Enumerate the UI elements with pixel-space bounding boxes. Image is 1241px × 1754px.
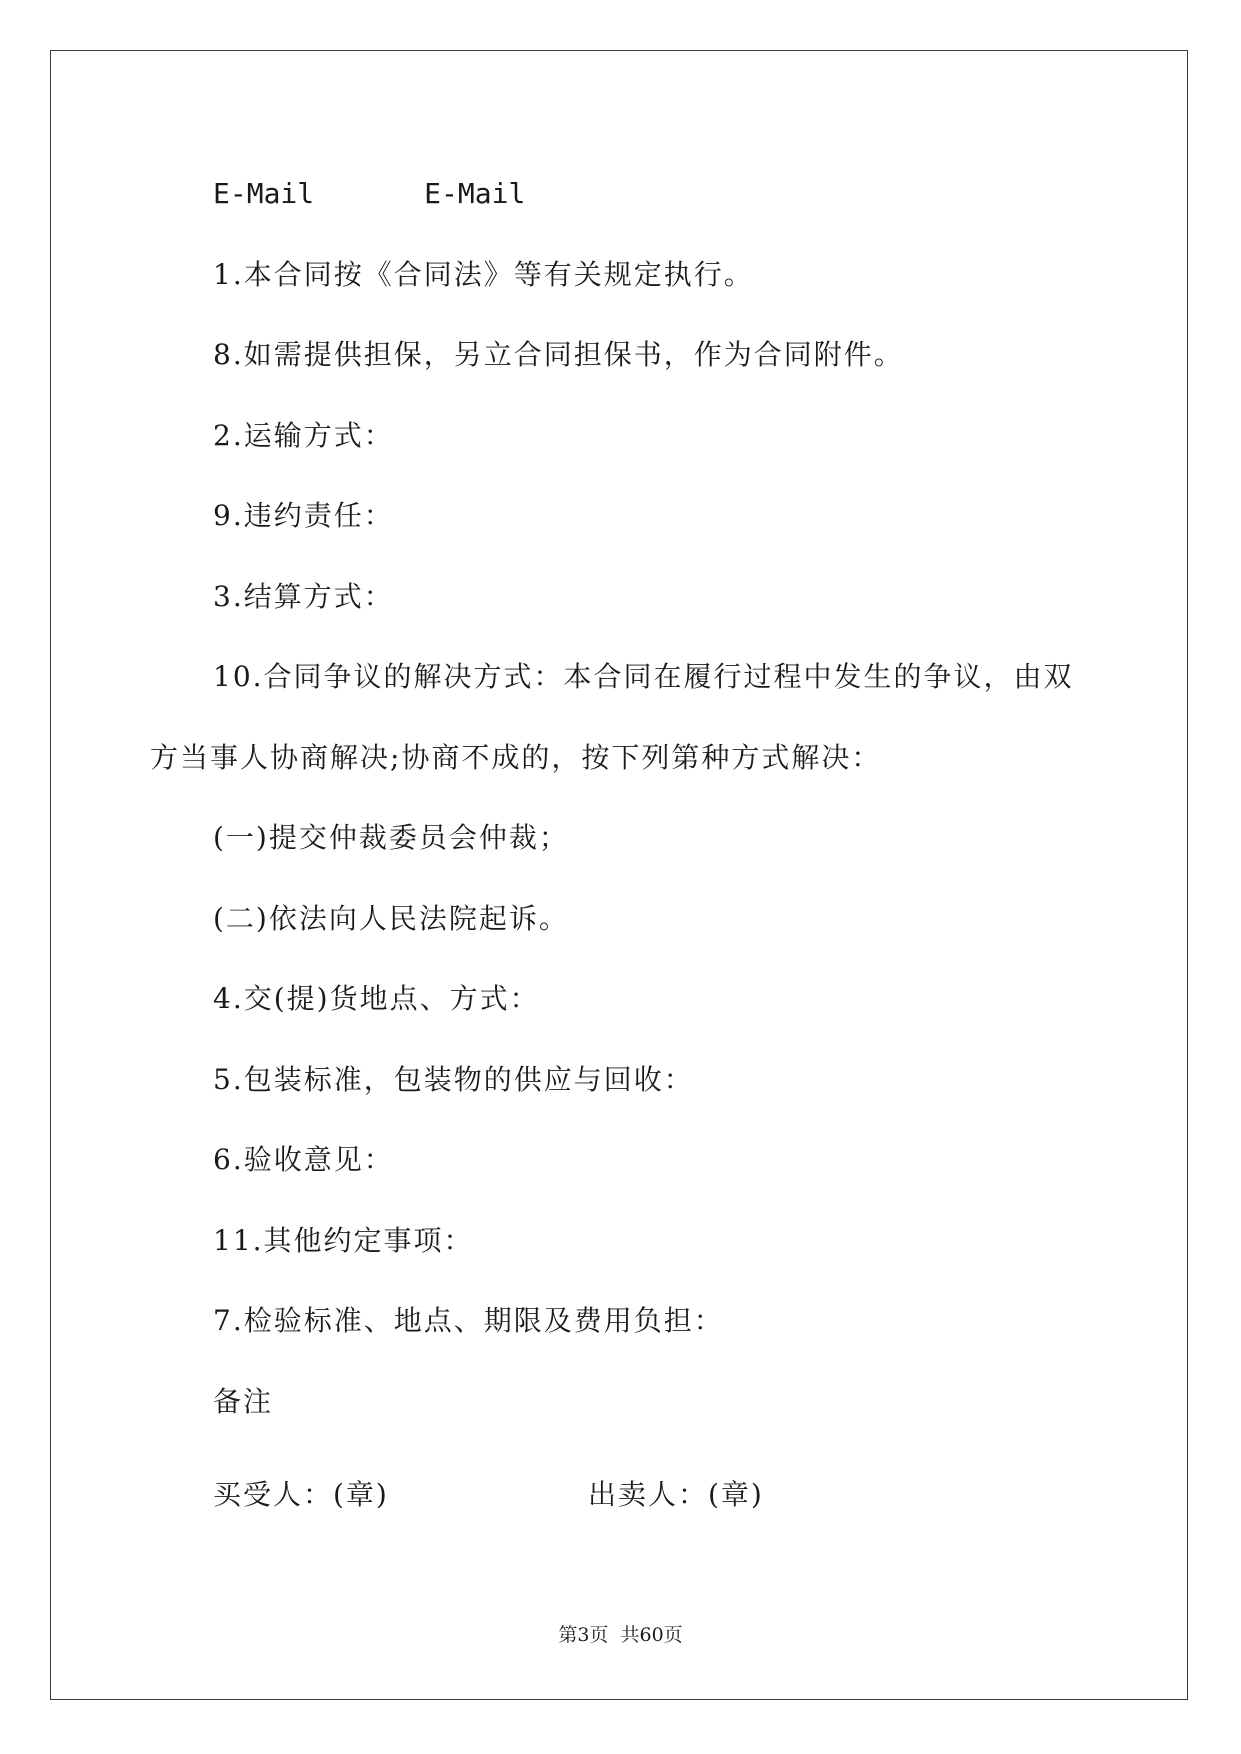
clause-10-line-2: 方当事人协商解决;协商不成的，按下列第种方式解决：: [150, 741, 882, 774]
email-row: [213, 176, 525, 212]
clause-9: 9.违约责任：: [213, 499, 394, 532]
clause-1: 1.本合同按《合同法》等有关规定执行。: [213, 258, 754, 291]
clause-2: 2.运输方式：: [213, 419, 394, 452]
clause-8: 8.如需提供担保，另立合同担保书，作为合同附件。: [213, 338, 904, 371]
seller-signature: 出卖人：(章): [588, 1478, 764, 1511]
clause-7: 7.检验标准、地点、期限及费用负担：: [213, 1304, 724, 1337]
page-border: [50, 50, 1188, 1700]
buyer-signature: 买受人：(章): [213, 1478, 389, 1511]
clause-6: 6.验收意见：: [213, 1143, 394, 1176]
remarks-label: 备注: [213, 1385, 274, 1418]
clause-10-line-1: 10.合同争议的解决方式：本合同在履行过程中发生的争议，由双: [213, 660, 1074, 693]
clause-11: 11.其他约定事项：: [213, 1224, 474, 1257]
clause-4: 4.交(提)货地点、方式：: [213, 982, 540, 1015]
clause-10-option-2: (二)依法向人民法院起诉。: [213, 902, 569, 935]
signature-row: [213, 1477, 764, 1513]
clause-5: 5.包装标准，包装物的供应与回收：: [213, 1063, 694, 1096]
clause-3: 3.结算方式：: [213, 580, 394, 613]
clause-10-option-1: (一)提交仲裁委员会仲裁；: [213, 821, 569, 854]
email-label-right: E-Mail: [424, 177, 526, 210]
email-label-left: E-Mail: [213, 177, 315, 210]
page-number-footer: 第3页 共60页: [558, 1624, 683, 1646]
